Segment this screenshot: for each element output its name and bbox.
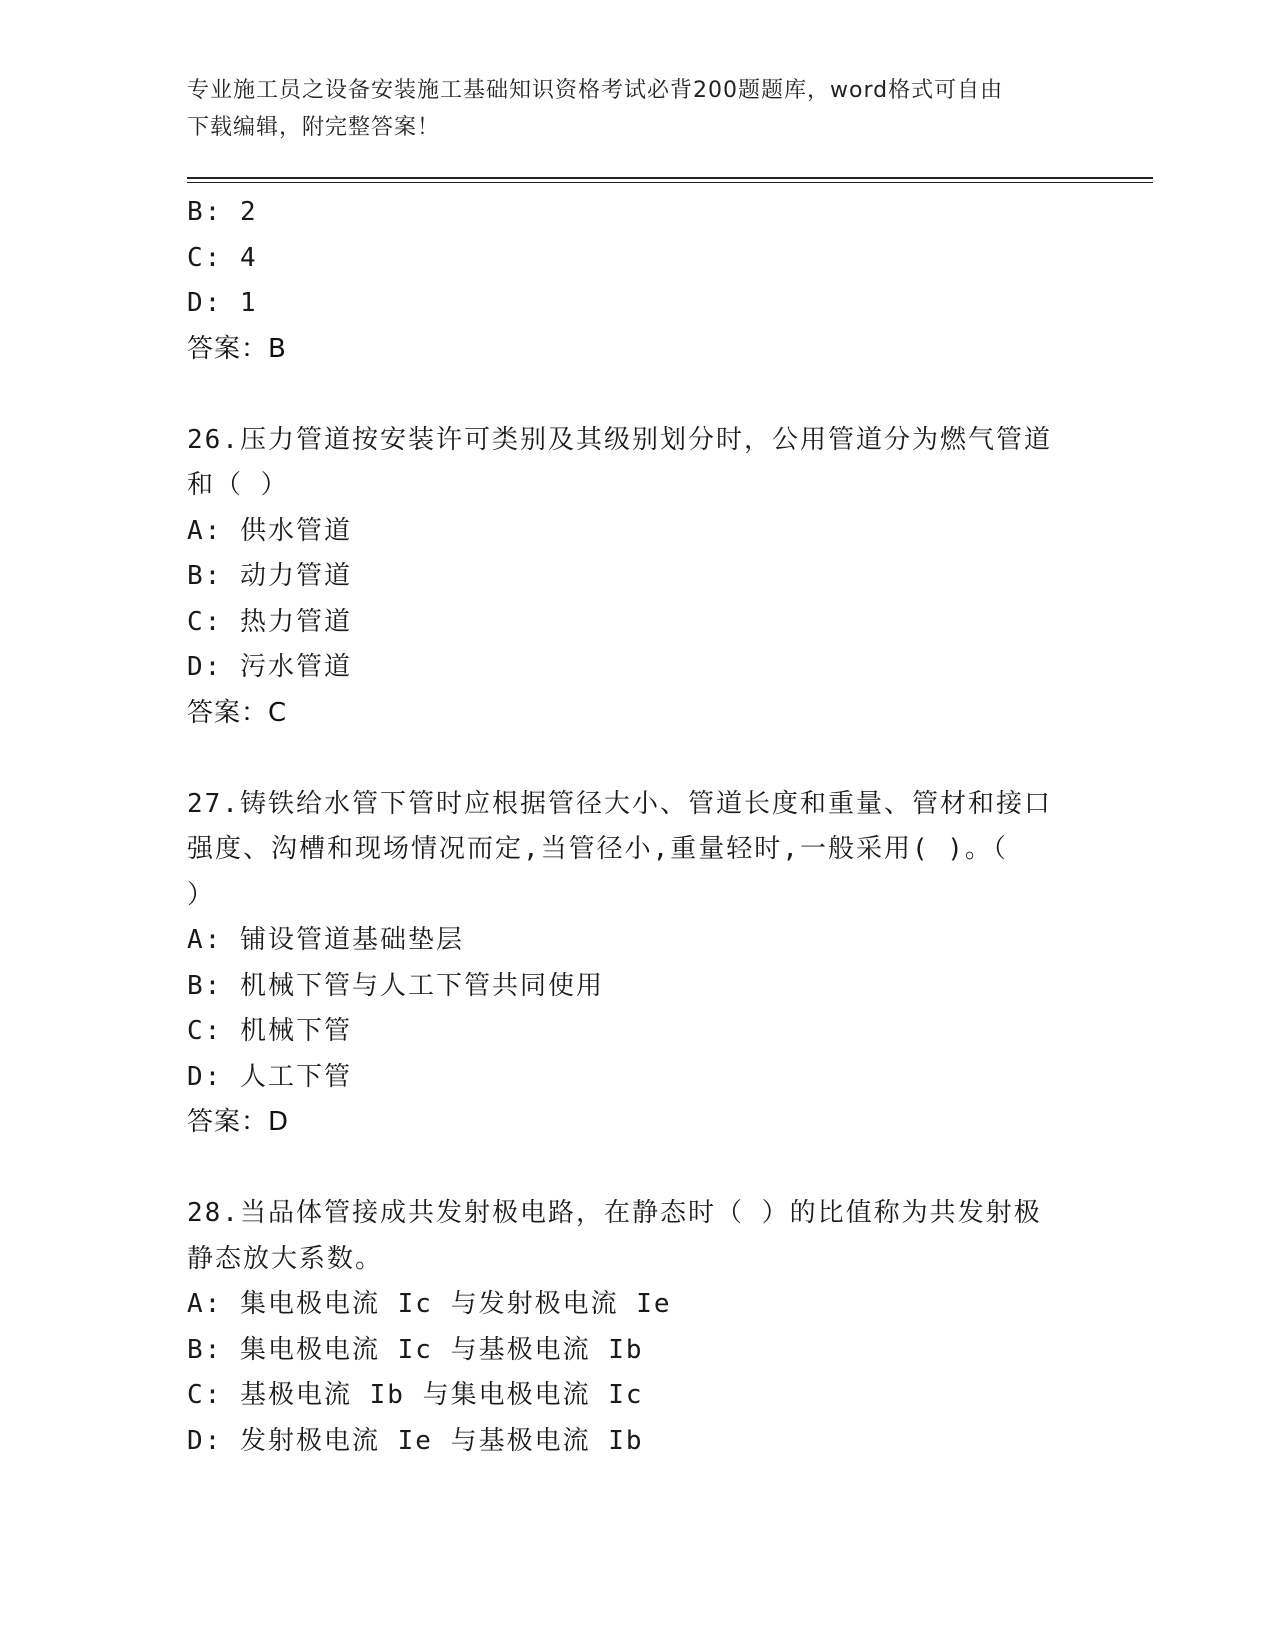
question-26: [187, 418, 1087, 737]
question-text: 27.铸铁给水管下管时应根据管径大小、管道长度和重量、管材和接口: [187, 788, 1052, 819]
question-text: 26.压力管道按安装许可类别及其级别划分时，公用管道分为燃气管道: [187, 424, 1052, 455]
option-d: D: 1: [187, 288, 258, 318]
header-line-2: 下载编辑，附完整答案！: [187, 115, 441, 140]
option-b: B: 2: [187, 197, 258, 227]
question-text: 和（ ）: [187, 470, 289, 500]
question-28: [187, 1191, 1087, 1464]
option-b: B: 机械下管与人工下管共同使用: [187, 970, 604, 1001]
answer-line: 答案：D: [187, 1107, 290, 1137]
question-text: 静态放大系数。: [187, 1243, 384, 1274]
question-text: ）: [187, 879, 216, 910]
spacer: [187, 372, 1087, 418]
question-27: [187, 782, 1087, 1146]
option-d: D: 人工下管: [187, 1061, 352, 1092]
option-c: C: 热力管道: [187, 606, 352, 637]
option-d: D: 发射极电流 Ie 与基极电流 Ib: [187, 1425, 644, 1456]
header-rule-thin: [187, 182, 1153, 183]
option-c: C: 4: [187, 242, 258, 273]
question-text: 强度、沟槽和现场情况而定,当管径小,重量轻时,一般采用( )。（: [187, 834, 1008, 864]
option-c: C: 机械下管: [187, 1016, 352, 1046]
option-a: A: 供水管道: [187, 515, 352, 546]
answer-line: 答案：B: [187, 333, 287, 364]
page-header: [187, 72, 1087, 146]
question-list: [187, 190, 1087, 1464]
option-a: A: 铺设管道基础垫层: [187, 925, 464, 955]
header-line-1: 专业施工员之设备安装施工基础知识资格考试必背200题题库，word格式可自由: [187, 78, 1004, 103]
header-rule-thick: [187, 177, 1153, 179]
answer-line: 答案：C: [187, 697, 288, 728]
option-c: C: 基极电流 Ib 与集电极电流 Ic: [187, 1380, 644, 1410]
option-a: A: 集电极电流 Ic 与发射极电流 Ie: [187, 1289, 672, 1319]
spacer: [187, 736, 1087, 782]
spacer: [187, 1146, 1087, 1192]
question-25-tail: [187, 190, 1087, 372]
option-d: D: 污水管道: [187, 652, 352, 682]
question-text: 28.当品体管接成共发射极电路，在静态时（ ）的比值称为共发射极: [187, 1198, 1042, 1228]
option-b: B: 动力管道: [187, 561, 352, 591]
option-b: B: 集电极电流 Ic 与基极电流 Ib: [187, 1334, 644, 1365]
